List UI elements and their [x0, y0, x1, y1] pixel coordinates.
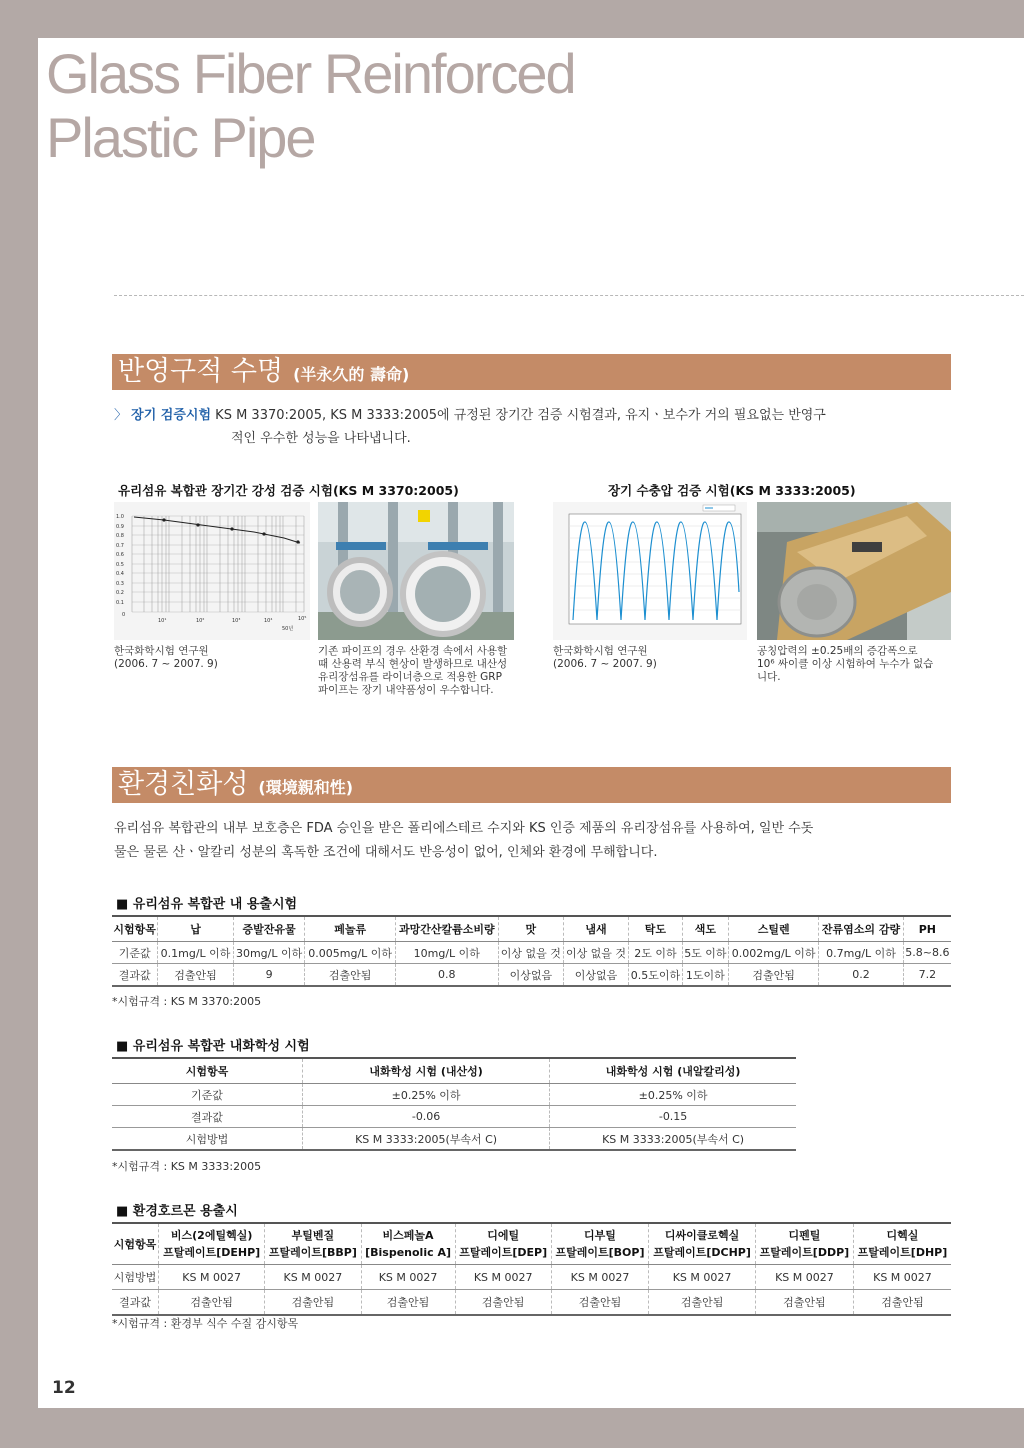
table3-title: ■ 환경호르몬 용출시	[116, 1204, 238, 1219]
svg-text:0.7: 0.7	[116, 543, 124, 549]
svg-text:0.8: 0.8	[116, 533, 124, 539]
page-number: 12	[52, 1378, 76, 1398]
table-row: 시험방법 KS M 0027 KS M 0027 KS M 0027 KS M 0027 KS M 0027 KS M 0027 KS M 0027 KS M 0027	[112, 1265, 951, 1290]
svg-text:0.3: 0.3	[116, 581, 124, 587]
svg-text:0.5: 0.5	[116, 562, 124, 568]
lead-paragraph-cont: 적인 우수한 성능을 나타냅니다.	[231, 431, 411, 446]
hormone-leaching-table	[112, 1222, 951, 1316]
table-header-row: 시험항목 납 증발잔유물 페놀류 과망간산칼륨소비량 맛 냄새 탁도 색도 스틸렌 잔류염소의 감량 PH	[112, 916, 951, 942]
chevron-right-icon: 〉	[114, 408, 128, 423]
table-row: 결과값 검출안됨 검출안됨 검출안됨 검출안됨 검출안됨 검출안됨 검출안됨 검출안됨	[112, 1290, 951, 1316]
table3-note: *시험규격 : 환경부 식수 수질 감시항목	[112, 1317, 299, 1330]
figure-caption-stiffness: 유리섬유 복합관 장기간 강성 검증 시험(KS M 3370:2005)	[118, 483, 459, 498]
table-row: 시험방법 KS M 3333:2005(부속서 C) KS M 3333:2005(부속서 C)	[112, 1128, 796, 1151]
svg-text:0.6: 0.6	[116, 552, 124, 558]
table2-note: *시험규격 : KS M 3333:2005	[112, 1160, 262, 1173]
svg-text:10³: 10³	[232, 618, 241, 624]
page-title: Glass Fiber Reinforced Plastic Pipe	[46, 42, 575, 169]
chemical-resistance-table	[112, 1057, 796, 1151]
pressure-test-photo	[757, 502, 951, 640]
section-banner-eco: 환경친화성 (環境親和性)	[112, 767, 951, 803]
dashed-divider	[114, 295, 1024, 296]
svg-text:0.2: 0.2	[116, 590, 124, 596]
table2-title: ■ 유리섬유 복합관 내화학성 시험	[116, 1039, 310, 1054]
svg-text:0.4: 0.4	[116, 571, 124, 577]
table-row: 기준값 ±0.25% 이하 ±0.25% 이하	[112, 1084, 796, 1106]
table-row: 결과값 검출안됨 9 검출안됨 0.8 이상없음 이상없음 0.5도이하 1도이하 검출안됨 0.2 7.2	[112, 964, 951, 987]
svg-text:10⁴: 10⁴	[264, 618, 273, 624]
pipe-test-photo	[318, 502, 514, 640]
table-header-row: 시험항목 내화학성 시험 (내산성) 내화학성 시험 (내알칼리성)	[112, 1058, 796, 1084]
table-row: 결과값 -0.06 -0.15	[112, 1106, 796, 1128]
note-cycle-test: 공칭압력의 ±0.25배의 증감폭으로 10⁶ 싸이클 이상 시험하여 누수가 없습 니다.	[757, 645, 934, 683]
svg-text:10⁵: 10⁵	[298, 616, 307, 622]
note-pressure-lab: 한국화학시험 연구원 (2006. 7 ~ 2007. 9)	[553, 645, 657, 670]
table-row: 기준값 0.1mg/L 이하 30mg/L 이하 0.005mg/L 이하 10mg/L 이하 이상 없을 것 이상 없을 것 2도 이하 5도 이하 0.002mg/L 이하 0.7mg/L 이하 5.8~8.6	[112, 942, 951, 964]
table-header-row: 시험항목 비스(2에틸헥실) 프탈레이트[DEHP] 부틸벤질 프탈레이트[BBP] 비스페놀A [Bispenolic A] 디에틸 프탈레이트[DEP] 디부틸 프탈레이트[BOP] 디싸이클로헥실 프탈레이트[DCHP] 디펜틸 프탈레이트[DDP] 디헥실 프탈레이트[DHP]	[112, 1223, 951, 1265]
section-banner-durability: 반영구적 수명 (半永久的 壽命)	[112, 354, 951, 390]
eco-paragraph-line2: 물은 물론 산ㆍ알칼리 성분의 혹독한 조건에 대해서도 반응성이 없어, 인체와 환경에 무해합니다.	[114, 845, 658, 860]
eco-paragraph-line1: 유리섬유 복합관의 내부 보호층은 FDA 승인을 받은 폴리에스테르 수지와 KS 인증 제품의 유리장섬유를 사용하여, 일반 수돗	[114, 821, 814, 836]
page	[38, 38, 1024, 1408]
svg-text:10²: 10²	[196, 618, 205, 624]
table1-note: *시험규격 : KS M 3370:2005	[112, 995, 262, 1008]
stiffness-chart	[114, 502, 310, 640]
svg-text:50년: 50년	[282, 626, 294, 632]
svg-text:0.1: 0.1	[116, 600, 124, 606]
note-acid-resistance: 기존 파이프의 경우 산환경 속에서 사용할 때 산용력 부식 현상이 발생하므로 내산성 유리장섬유를 라이너층으로 적용한 GRP 파이프는 장기 내약품성이 우수합니다.	[318, 645, 508, 696]
table1-title: ■ 유리섬유 복합관 내 용출시험	[116, 897, 298, 912]
svg-text:1.0: 1.0	[116, 514, 124, 520]
svg-text:10¹: 10¹	[158, 618, 167, 624]
figure-caption-pressure: 장기 수충압 검증 시험(KS M 3333:2005)	[608, 483, 856, 498]
svg-text:0.9: 0.9	[116, 524, 124, 530]
note-stiffness-lab: 한국화학시험 연구원 (2006. 7 ~ 2007. 9)	[114, 645, 218, 670]
pressure-cycle-chart	[553, 502, 747, 640]
lead-paragraph: 〉 장기 검증시험 KS M 3370:2005, KS M 3333:2005에 규정된 장기간 검증 시험결과, 유지ㆍ보수가 거의 필요없는 반영구	[114, 408, 826, 423]
svg-text:0: 0	[122, 612, 126, 618]
leaching-test-table	[112, 915, 951, 987]
